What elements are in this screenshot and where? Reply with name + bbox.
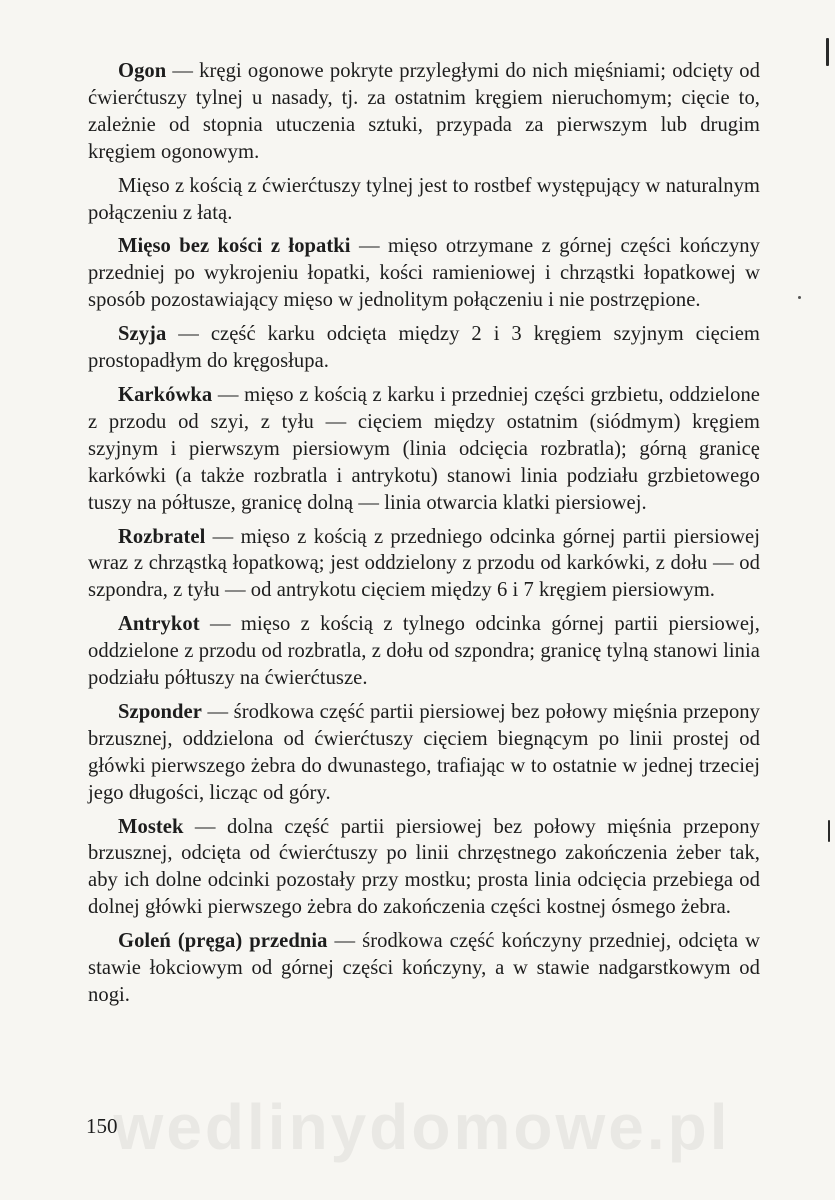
- page-body: [88, 58, 760, 1016]
- entry-antrykot: [88, 611, 760, 692]
- entry-term: Mostek: [118, 815, 184, 838]
- entry-text: — środkowa część kończyny przedniej, odcięta w stawie łokciowym od górnej części kończyny, a w stawie nadgarstkowym od nogi.: [88, 930, 760, 1006]
- scan-speck: [798, 296, 801, 299]
- entry-term: Mięso bez kości z łopatki: [118, 235, 351, 258]
- scan-edge-mark: [828, 820, 830, 842]
- entry-text: — mięso z kością z karku i przedniej części grzbietu, oddzielone z przodu od szyi, z tyłu — cięciem między ostatnim (siódmym) kręgiem szyjnym i pierwszym piersiowym (linia odcięcia rozbratla); górną granicę karkówki (a także rozbratla i antrykotu) stanowi linia podziału grzbietowego tuszy na półtusze, granicę dolną — linia otwarcia klatki piersiowej.: [88, 383, 760, 514]
- watermark: wedlinydomowe.pl: [113, 1091, 731, 1163]
- entry-text: Mięso z kością z ćwierćtuszy tylnej jest to rostbef występujący w naturalnym połączeniu z łatą.: [88, 174, 760, 224]
- entry-mostek: [88, 814, 760, 922]
- entry-term: Szyja: [118, 323, 167, 346]
- entry-text: — kręgi ogonowe pokryte przyległymi do nich mięśniami; odcięty od ćwierćtuszy tylnej u nasady, tj. za ostatnim kręgiem nieruchomym; cięcie to, zależnie od stopnia utuczenia sztuki, przypada za pierwszym lub drugim kręgiem ogonowym.: [88, 60, 760, 163]
- entry-rozbratel: [88, 524, 760, 605]
- entry-text: — mięso z kością z tylnego odcinka górnej partii piersiowej, oddzielone z przodu od rozbratla, z dołu od szpondra; granicę tylną stanowi linia podziału półtuszy na ćwierćtusze.: [88, 613, 760, 690]
- entry-szponder: [88, 699, 760, 807]
- entry-karkowka: [88, 382, 760, 517]
- entry-golen-przednia: [88, 928, 760, 1009]
- entry-szyja: [88, 321, 760, 375]
- entry-term: Karkówka: [118, 383, 213, 406]
- entry-term: Rozbratel: [118, 525, 206, 548]
- entry-text: — część karku odcięta między 2 i 3 kręgiem szyjnym cięciem prostopadłym do kręgosłupa.: [88, 323, 760, 373]
- entry-term: Antrykot: [118, 613, 200, 636]
- entry-mieso-bez-kosci-z-lopatki: [88, 233, 760, 314]
- entry-term: Ogon: [118, 60, 167, 82]
- entry-text: — mięso otrzymane z górnej części kończyny przedniej po wykrojeniu łopatki, kości ramieniowej i chrząstki łopatkowej w sposób pozostawiający mięso w jednolitym połączeniu i nie postrzępione.: [88, 235, 760, 312]
- entry-term: Szponder: [118, 700, 202, 723]
- page-number: 150: [86, 1114, 118, 1138]
- entry-text: — dolna część partii piersiowej bez połowy mięśnia przepony brzusznej, odcięta od ćwierćtuszy po linii chrzęstnego zakończenia żeber tak, aby ich dolne odcinki pozostały przy mostku; prosta linia odcięcia przebiega od dolnej główki pierwszego żebra do zakończenia części kostnej ósmego żebra.: [88, 815, 760, 919]
- entry-text: — mięso z kością z przedniego odcinka górnej partii piersiowej wraz z chrząstką łopatkową; jest oddzielony z przodu od karkówki, z dołu — od szpondra, z tyłu — od antrykotu cięciem między 6 i 7 kręgiem piersiowym.: [88, 525, 760, 602]
- entry-term: Goleń (pręga) przednia: [118, 930, 328, 953]
- entry-ogon: [88, 58, 760, 166]
- entry-rostbef-note: [88, 173, 760, 227]
- scan-edge-mark: [826, 38, 829, 66]
- entry-text: — środkowa część partii piersiowej bez połowy mięśnia przepony brzusznej, oddzielona od ćwierćtuszy cięciem biegnącym po linii prostej od główki pierwszego żebra do dwunastego, trafiając w to ostatnie w jednej trzeciej jego długości, licząc od góry.: [88, 700, 760, 804]
